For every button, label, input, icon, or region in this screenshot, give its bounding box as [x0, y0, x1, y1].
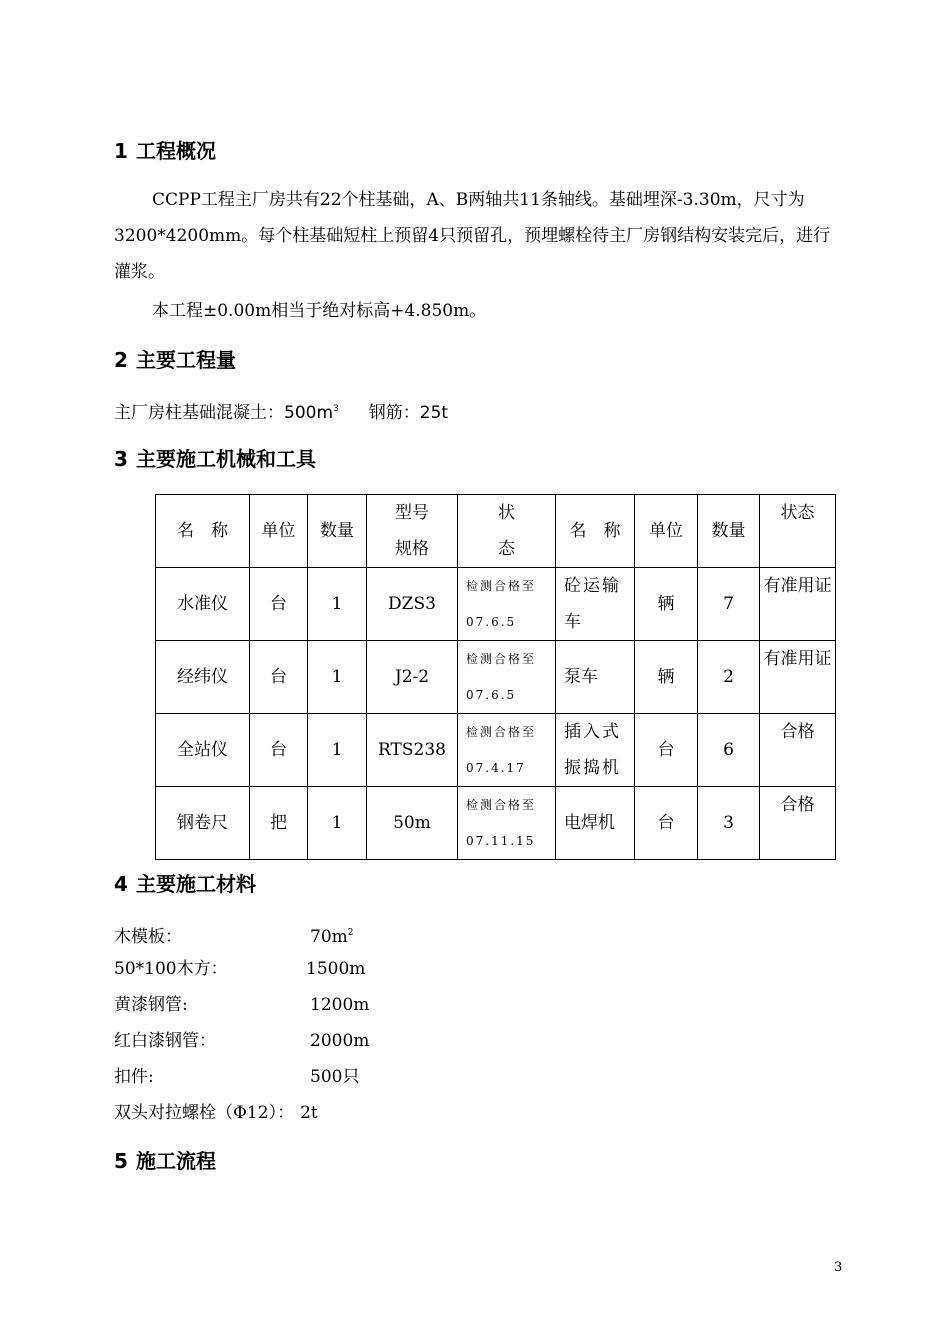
material-label: 黄漆钢管:	[114, 995, 188, 1015]
cell-status-2: 有准用证	[760, 568, 836, 641]
rebar-quantity: 钢筋：25t	[368, 403, 449, 423]
status-text: 检测合格至	[466, 725, 537, 739]
status-text: 检测合格至	[466, 579, 537, 593]
status-text: 检测合格至	[466, 798, 537, 812]
cell-status-2: 有准用证	[760, 641, 836, 714]
section-heading-equipment	[114, 447, 316, 471]
cell-name: 经纬仪	[156, 641, 250, 714]
table-row	[156, 641, 836, 714]
material-label: 木模板：	[114, 927, 182, 947]
concrete-unit-exponent: 3	[333, 404, 339, 414]
header-model-line2: 规格	[395, 539, 429, 559]
header-unit: 单位	[250, 495, 308, 568]
elevation-paragraph: 本工程±0.00m相当于绝对标高+4.850m。	[152, 301, 487, 321]
cell-unit-2: 台	[635, 714, 698, 787]
cell-unit: 台	[250, 568, 308, 641]
cell-name: 水准仪	[156, 568, 250, 641]
status-date: 07.6.5	[466, 688, 517, 702]
cell-unit-2: 台	[635, 787, 698, 860]
status-date: 07.4.17	[466, 761, 526, 775]
cell-qty-2: 2	[698, 641, 760, 714]
header-status-2: 状态	[760, 495, 836, 568]
header-model	[367, 495, 458, 568]
material-item	[114, 1066, 359, 1088]
table-row	[156, 714, 836, 787]
cell-status	[458, 714, 556, 787]
material-label: 扣件:	[114, 1067, 154, 1087]
overview-paragraph: CCPP工程主厂房共有22个柱基础，A、B两轴共11条轴线。基础埋深-3.30m，尺寸为3200*4200mm。每个柱基础短柱上预留4只预留孔，预埋螺栓待主厂房钢结构安装完后，进行灌浆。	[114, 190, 831, 282]
cell-status	[458, 641, 556, 714]
section-number: 5	[114, 1149, 128, 1173]
cell-unit-2: 辆	[635, 568, 698, 641]
cell-qty-2: 7	[698, 568, 760, 641]
cell-model: DZS3	[367, 568, 458, 641]
cell-model: RTS238	[367, 714, 458, 787]
section-number: 4	[114, 872, 128, 896]
header-model-line1: 型号	[395, 503, 429, 523]
table-header-row	[156, 495, 836, 568]
section-number: 3	[114, 447, 128, 471]
section-number: 2	[114, 348, 128, 372]
material-item	[114, 958, 365, 980]
status-date: 07.11.15	[466, 834, 536, 848]
cell-name-2: 砼运输车	[556, 568, 635, 641]
material-item	[114, 922, 354, 948]
section-title: 主要施工材料	[136, 872, 256, 896]
cell-unit: 台	[250, 641, 308, 714]
cell-model: 50m	[367, 787, 458, 860]
section-title: 主要工程量	[136, 348, 236, 372]
header-name: 名 称	[156, 495, 250, 568]
section-heading-overview	[114, 139, 216, 163]
cell-status	[458, 568, 556, 641]
material-label: 红白漆钢管：	[114, 1031, 216, 1051]
cell-name-2: 电焊机	[556, 787, 635, 860]
cell-unit-2: 辆	[635, 641, 698, 714]
cell-name: 全站仪	[156, 714, 250, 787]
concrete-quantity: 主厂房柱基础混凝土：500m	[114, 403, 334, 423]
material-unit-exponent: 2	[347, 928, 354, 938]
section-heading-process	[114, 1149, 216, 1173]
cell-qty: 1	[308, 787, 367, 860]
section-title: 施工流程	[136, 1149, 216, 1173]
header-unit-2: 单位	[635, 495, 698, 568]
cell-qty: 1	[308, 641, 367, 714]
cell-status-2: 合格	[760, 787, 836, 860]
section-title: 主要施工机械和工具	[136, 447, 316, 471]
header-status-line1: 状	[498, 503, 515, 523]
table-row	[156, 787, 836, 860]
cell-model: J2-2	[367, 641, 458, 714]
section-title: 工程概况	[136, 139, 216, 163]
material-value: 1500m	[306, 959, 366, 979]
cell-name-2: 插入式振捣机	[556, 714, 635, 787]
status-date: 07.6.5	[466, 615, 517, 629]
section-number: 1	[114, 139, 128, 163]
cell-name: 钢卷尺	[156, 787, 250, 860]
section-heading-materials	[114, 872, 256, 896]
header-status	[458, 495, 556, 568]
cell-status-2: 合格	[760, 714, 836, 787]
material-value: 2t	[300, 1103, 318, 1123]
material-value: 500只	[310, 1067, 360, 1087]
table-row	[156, 568, 836, 641]
quantities-line	[114, 398, 448, 424]
material-label: 双头对拉螺栓（Φ12）：	[114, 1103, 295, 1123]
header-status-line2: 态	[498, 539, 515, 559]
material-label: 50*100木方：	[114, 959, 228, 979]
page-number: 3	[834, 1260, 843, 1275]
cell-qty-2: 6	[698, 714, 760, 787]
material-item	[114, 1030, 369, 1052]
cell-unit: 把	[250, 787, 308, 860]
header-qty-2: 数量	[698, 495, 760, 568]
header-qty: 数量	[308, 495, 367, 568]
section-heading-quantities	[114, 348, 236, 372]
material-value: 1200m	[310, 995, 370, 1015]
cell-qty: 1	[308, 568, 367, 641]
material-value: 2000m	[310, 1031, 370, 1051]
material-value: 70m	[310, 927, 348, 947]
cell-name-2: 泵车	[556, 641, 635, 714]
cell-qty: 1	[308, 714, 367, 787]
cell-status	[458, 787, 556, 860]
cell-unit: 台	[250, 714, 308, 787]
material-item	[114, 1102, 318, 1124]
equipment-table	[155, 494, 836, 860]
header-name-2: 名 称	[556, 495, 635, 568]
material-item	[114, 994, 369, 1016]
status-text: 检测合格至	[466, 652, 537, 666]
cell-qty-2: 3	[698, 787, 760, 860]
